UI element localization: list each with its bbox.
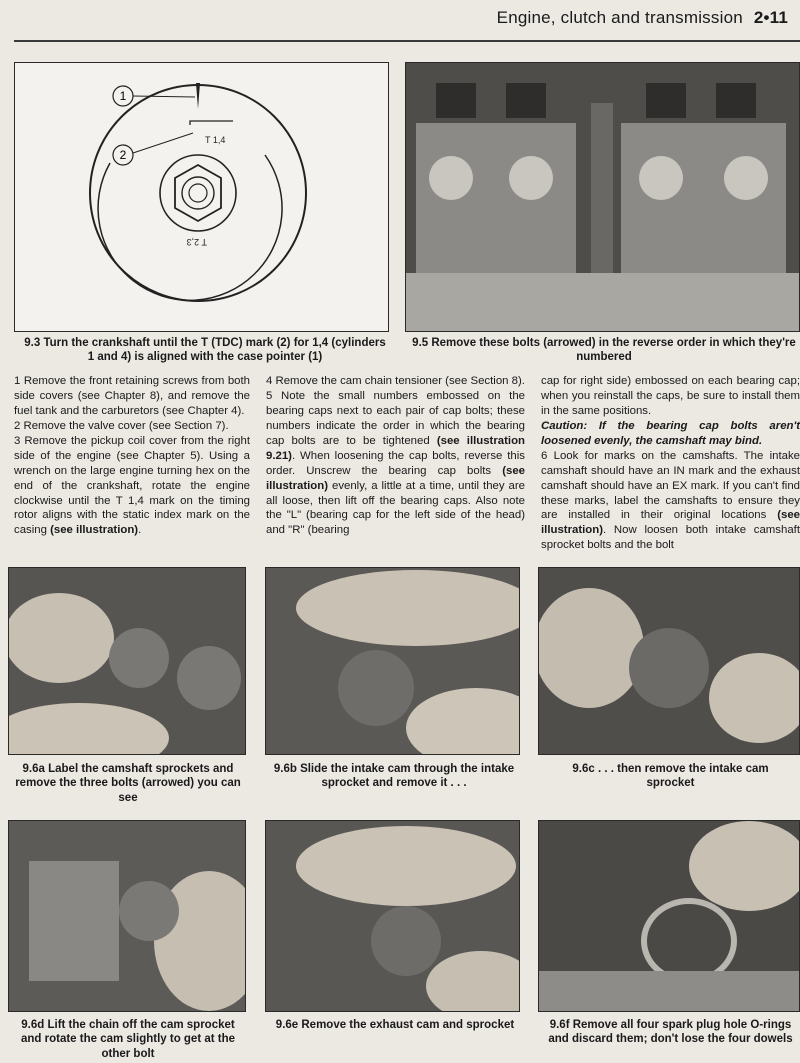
caption-9-6a: 9.6a Label the camshaft sprockets and remove the three bolts (arrowed) you can see xyxy=(15,763,241,804)
timing-rotor-diagram xyxy=(15,63,389,332)
cylinder-head-photo xyxy=(406,63,800,332)
caption-9-5: 9.5 Remove these bolts (arrowed) in the reverse order in which they're numbered xyxy=(412,337,796,364)
step-5: 5 Note the small numbers embossed on the bearing caps next to each pair of cap bolts; these numbers indicate the order in which the bearing cap bolts are to be tightened (see illustration 9.21). When loosening the cap bolts, reverse this order. Unscrew the bearing cap bolts (see illustration) evenly, a little at a time, until they are all loose, then lift off the bearing caps. Also note the "L" (bearing cap for the left side of the head) and "R" (bearing xyxy=(266,389,525,537)
caption-9-6d: 9.6d Lift the chain off the cam sprocket and rotate the cam slightly to get at the other bolt xyxy=(20,1019,236,1060)
page-header xyxy=(497,8,788,28)
caption-9-6f: 9.6f Remove all four spark plug hole O-rings and discard them; don't lose the four dowels xyxy=(548,1019,793,1046)
figure-9-6f-photo xyxy=(538,820,800,1012)
step-2: 2 Remove the valve cover (see Section 7). xyxy=(14,419,229,432)
rotor-mark-bottom: T 2,3 xyxy=(186,237,207,247)
figure-9-5-photo xyxy=(405,62,800,332)
rotor-mark-top: T 1,4 xyxy=(205,135,226,145)
figure-9-6d-photo xyxy=(8,820,246,1012)
caution-note: Caution: If the bearing cap bolts aren't loosened evenly, the camshaft may bind. xyxy=(541,419,800,447)
caption-9-3: 9.3 Turn the crankshaft until the T (TDC) mark (2) for 1,4 (cylinders 1 and 4) is aligned with the case pointer (1) xyxy=(24,337,386,364)
caption-9-6c: 9.6c . . . then remove the intake cam sprocket xyxy=(572,763,769,790)
step-1: 1 Remove the front retaining screws from both side covers (see Chapter 8), and remove the fuel tank and the carburetors (see Chapter 4). xyxy=(14,375,250,417)
step-5-continued: cap for right side) embossed on each bearing cap; when you reinstall the caps, be sure to install them in the same positions. xyxy=(541,375,800,417)
chapter-title: Engine, clutch and transmission xyxy=(496,8,743,27)
caption-9-6e: 9.6e Remove the exhaust cam and sprocket xyxy=(275,1019,515,1031)
page-number: 2•11 xyxy=(753,8,788,27)
figure-9-6c-photo xyxy=(538,567,800,755)
header-rule xyxy=(14,40,800,42)
step-3: 3 Remove the pickup coil cover from the right side of the engine (see Chapter 5). Using a wrench on the large engine turning hex on the end of the crankshaft, rotate the engine clockwise until the T 1,4 mark on the timing rotor aligns with the static index mark on the casing (see illustration). xyxy=(14,434,250,537)
callout-1: 1 xyxy=(119,89,127,103)
figure-9-6b-photo xyxy=(265,567,520,755)
figure-9-6a-photo xyxy=(8,567,246,755)
step-6: 6 Look for marks on the camshafts. The intake camshaft should have an IN mark and the exhaust camshaft should have an EX mark. If you can't find these marks, label the camshafts to ensure they are installed in their original locations (see illustration). Now loosen both intake camshaft sprocket bolts and the bolt xyxy=(541,449,800,552)
text-column-1 xyxy=(14,374,250,538)
callout-2: 2 xyxy=(119,148,127,162)
figure-9-3-drawing xyxy=(14,62,389,332)
figure-9-6e-photo xyxy=(265,820,520,1012)
caption-9-6b: 9.6b Slide the intake cam through the intake sprocket and remove it . . . xyxy=(273,763,515,790)
step-4: 4 Remove the cam chain tensioner (see Section 8). xyxy=(266,375,525,387)
text-column-2 xyxy=(266,374,525,538)
text-column-3 xyxy=(541,374,800,553)
